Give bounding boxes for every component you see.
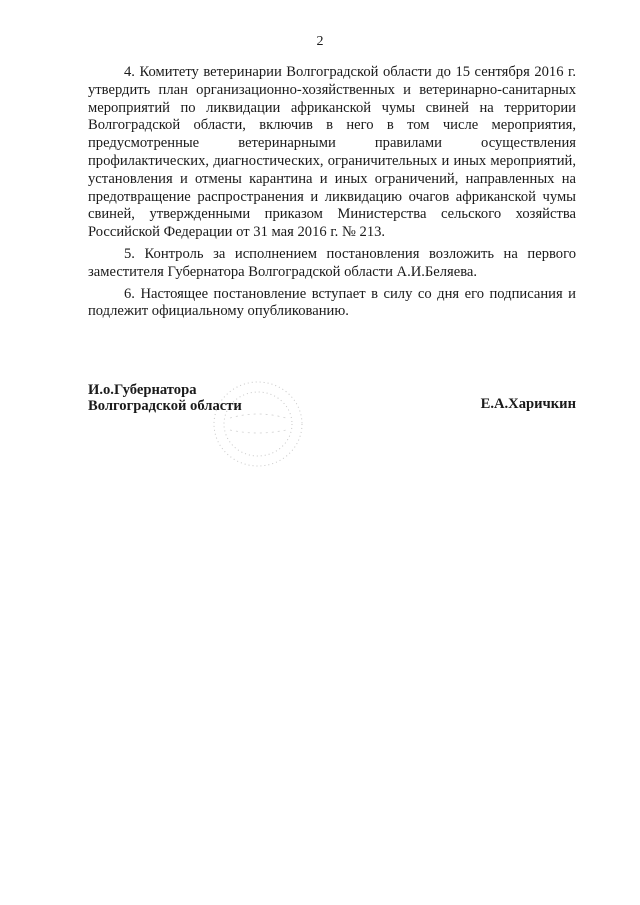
document-body (88, 64, 576, 325)
page-number: 2 (316, 34, 324, 49)
signatory-title-line2: Волгоградской области (88, 398, 242, 414)
paragraph-5: 5. Контроль за исполнением постановления возложить на первого заместителя Губернатора Волгоградской области А.И.Беляева. (88, 245, 576, 280)
signatory-title (88, 382, 242, 414)
signatory-title-line1: И.о.Губернатора (88, 382, 197, 398)
signatory-name: Е.А.Харичкин (480, 396, 576, 412)
paragraph-6: 6. Настоящее постановление вступает в силу со дня его подписания и подлежит официальному опубликованию. (88, 285, 576, 320)
paragraph-4: 4. Комитету ветеринарии Волгоградской области до 15 сентября 2016 г. утвердить план организационно-хозяйственных и ветеринарно-санитарных мероприятий по ликвидации африканской чумы свиней на территории Волгоградской области, включив в него в том числе мероприятия, предусмотренные ветеринарными правилами осуществления профилактических, диагностических, ограничительных и иных мероприятий, установления и отмены карантина и иных ограничений, направленных на предотвращение распространения и ликвидацию очагов африканской чумы свиней, утвержденными приказом Министерства сельского хозяйства Российской Федерации от 31 мая 2016 г. № 213. (88, 64, 576, 241)
signature-block (88, 382, 576, 492)
